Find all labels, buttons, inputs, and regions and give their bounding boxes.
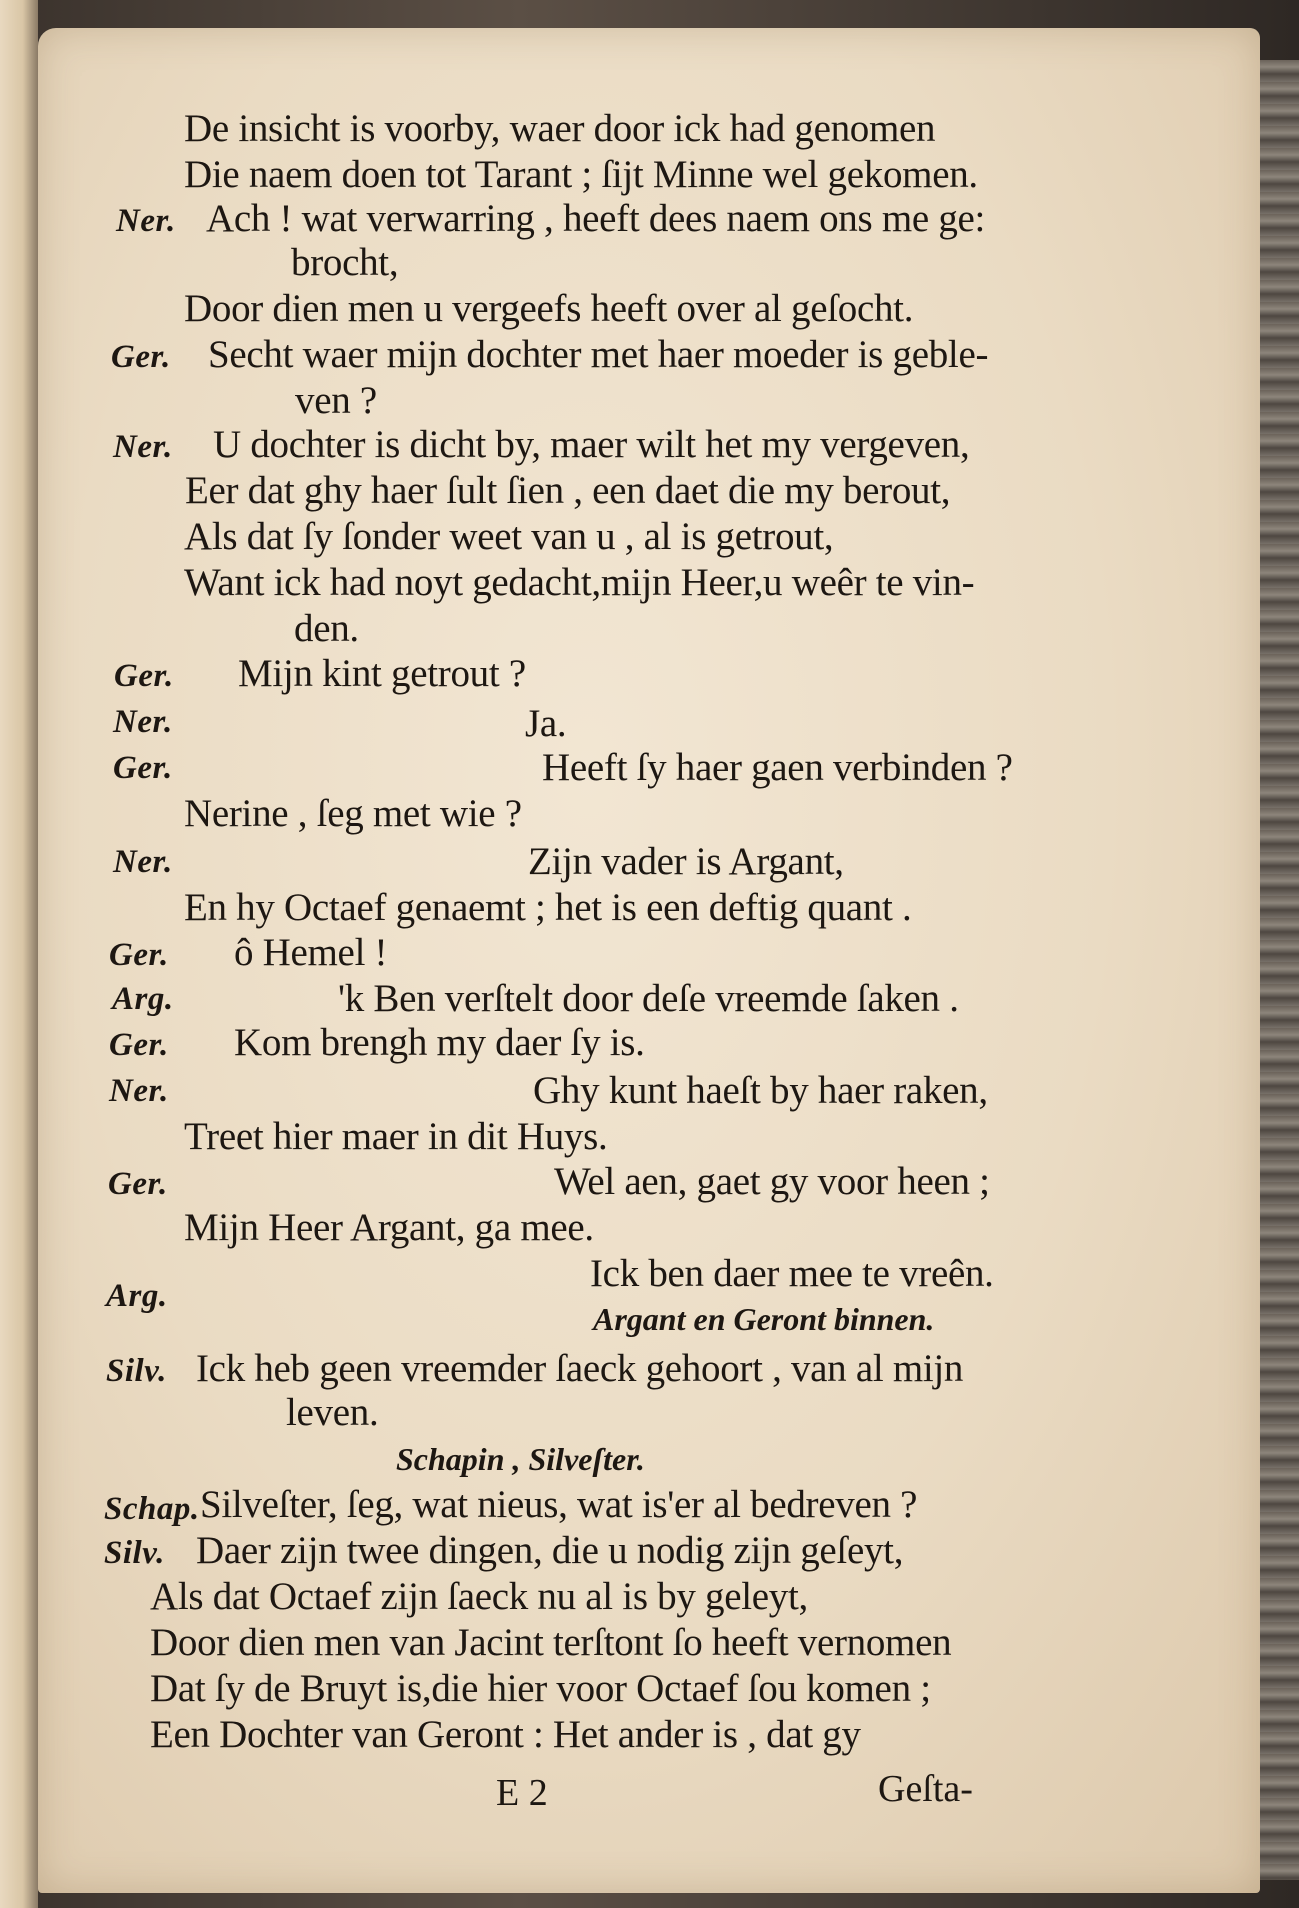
- text-line: Want ick had noyt gedacht,mijn Heer,u weêr te vin-: [184, 561, 975, 604]
- speaker-label: Ger.: [109, 937, 169, 973]
- text-line: Nerine , ſeg met wie ?: [184, 792, 522, 835]
- book-page: [38, 28, 1260, 1893]
- text-line: U dochter is dicht by, maer wilt het my vergeven,: [213, 423, 970, 466]
- speaker-label: Ger.: [111, 339, 171, 375]
- text-line: Heeft ſy haer gaen verbinden ?: [542, 746, 1013, 789]
- text-line: Secht waer mijn dochter met haer moeder is geble-: [208, 333, 989, 376]
- text-line: Ick ben daer mee te vreên.: [590, 1252, 994, 1295]
- text-line: Dat ſy de Bruyt is,die hier voor Octaef ſou komen ;: [150, 1667, 931, 1710]
- text-line: ven ?: [295, 379, 377, 422]
- text-line: Ghy kunt haeſt by haer raken,: [533, 1069, 988, 1112]
- speaker-label: Arg.: [106, 1278, 168, 1314]
- text-line: En hy Octaef genaemt ; het is een deftig quant .: [184, 886, 912, 929]
- text-line: De insicht is voorby, waer door ick had genomen: [184, 107, 936, 150]
- speaker-label: Silv.: [106, 1353, 167, 1389]
- speaker-label: Ger.: [113, 750, 173, 786]
- speaker-label: Ger.: [108, 1166, 168, 1202]
- speaker-label: Ner.: [116, 203, 176, 239]
- text-line: Door dien men van Jacint terſtont ſo heeft vernomen: [150, 1621, 952, 1664]
- previous-page-edge: [0, 0, 38, 1908]
- text-line: brocht,: [291, 241, 399, 284]
- speaker-label: Ner.: [109, 1073, 169, 1109]
- speaker-label: Ner.: [113, 429, 173, 465]
- text-line: Als dat Octaef zijn ſaeck nu al is by geleyt,: [150, 1575, 808, 1618]
- text-line: den.: [294, 607, 359, 650]
- stage-direction-entry: Schapin , Silveſter.: [396, 1441, 645, 1477]
- text-line: Eer dat ghy haer ſult ſien , een daet die my berout,: [185, 469, 951, 512]
- speaker-label: Silv.: [104, 1535, 165, 1571]
- text-line: leven.: [286, 1391, 379, 1434]
- speaker-label: Ner.: [113, 844, 173, 880]
- stage-direction-exit: Argant en Geront binnen.: [593, 1301, 935, 1337]
- text-line: Wel aen, gaet gy voor heen ;: [554, 1160, 990, 1203]
- text-line: Ick heb geen vreemder ſaeck gehoort , van al mijn: [196, 1347, 964, 1390]
- text-line: Zijn vader is Argant,: [528, 840, 844, 883]
- catchword: Geſta-: [878, 1768, 973, 1810]
- text-line: Daer zijn twee dingen, die u nodig zijn geſeyt,: [196, 1529, 904, 1572]
- signature-mark: E 2: [496, 1772, 548, 1814]
- speaker-label: Ner.: [113, 704, 173, 740]
- text-line: Door dien men u vergeefs heeft over al geſocht.: [184, 287, 914, 330]
- text-line: ô Hemel !: [234, 931, 388, 974]
- text-line: Als dat ſy ſonder weet van u , al is getrout,: [184, 515, 834, 558]
- text-line: Een Dochter van Geront : Het ander is , dat gy: [150, 1713, 861, 1756]
- text-line: Mijn kint getrout ?: [238, 652, 526, 695]
- speaker-label: Schap.: [104, 1491, 200, 1527]
- text-line: Silveſter, ſeg, wat nieus, wat is'er al bedreven ?: [200, 1483, 918, 1526]
- text-line: Die naem doen tot Tarant ; ſijt Minne wel gekomen.: [184, 153, 978, 196]
- speaker-label: Arg.: [112, 981, 174, 1017]
- text-line: 'k Ben verſtelt door deſe vreemde ſaken .: [338, 977, 959, 1020]
- text-line: Treet hier maer in dit Huys.: [184, 1115, 608, 1158]
- text-line: Kom brengh my daer ſy is.: [234, 1021, 645, 1064]
- text-line: Ja.: [525, 702, 567, 745]
- text-line: Mijn Heer Argant, ga mee.: [184, 1206, 594, 1249]
- speaker-label: Ger.: [109, 1027, 169, 1063]
- page-text: [38, 28, 1260, 1893]
- book-spine: [1254, 60, 1299, 1880]
- text-line: Ach ! wat verwarring , heeft dees naem ons me ge:: [206, 197, 986, 240]
- speaker-label: Ger.: [114, 658, 174, 694]
